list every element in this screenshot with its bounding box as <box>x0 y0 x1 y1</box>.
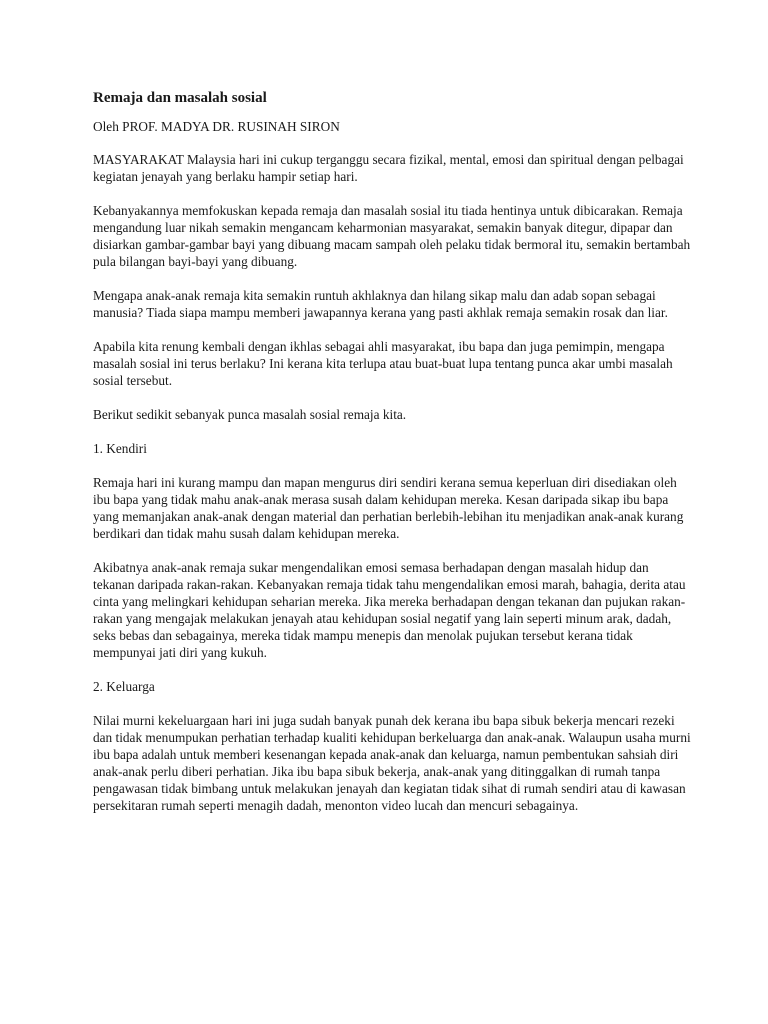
paragraph: Berikut sedikit sebanyak punca masalah sosial remaja kita. <box>93 407 407 422</box>
document-author: Oleh PROF. MADYA DR. RUSINAH SIRON <box>93 119 340 134</box>
paragraph: Akibatnya anak-anak remaja sukar mengendalikan emosi semasa berhadapan dengan masalah hidup dan tekanan daripada rakan-rakan. Kebanyakan remaja tidak tahu mengendalikan emosi marah, bahagia, derita atau cinta yang melingkari kehidupan seharian mereka. Jika mereka berhadapan dengan tekanan dan pujukan rakan-rakan yang mengajak melakukan jenayah atau kehidupan sosial negatif yang lain seperti minum arak, dadah, seks bebas dan sebagainya, mereka tidak mampu menepis dan menolak pujukan tersebut kerana tidak mempunyai jati diri yang kukuh. <box>93 560 686 660</box>
section-heading: 2. Keluarga <box>93 679 155 694</box>
document-page <box>93 88 693 831</box>
paragraph: Nilai murni kekeluargaan hari ini juga sudah banyak punah dek kerana ibu bapa sibuk bekerja mencari rezeki dan tidak menumpukan perhatian terhadap kualiti kehidupan berkeluarga dan anak-anak. Walaupun usaha murni ibu bapa adalah untuk memberi kesenangan kepada anak-anak dan keluarga, namun pembentukan sahsiah diri anak-anak perlu diberi perhatian. Jika ibu bapa sibuk bekerja, anak-anak yang ditinggalkan di rumah tanpa pengawasan tidak bimbang untuk melakukan jenayah dan kegiatan tidak sihat di rumah sendiri atau di kawasan persekitaran rumah seperti menagih dadah, menonton video lucah dan mencuri sebagainya. <box>93 713 691 813</box>
document-title: Remaja dan masalah sosial <box>93 90 267 106</box>
paragraph: Remaja hari ini kurang mampu dan mapan mengurus diri sendiri kerana semua keperluan diri disediakan oleh ibu bapa yang tidak mahu anak-anak merasa susah dalam kehidupan mereka. Kesan daripada sikap ibu bapa yang memanjakan anak-anak dengan material dan perhatian berlebih-lebihan itu menjadikan anak-anak kurang berdikari dan tidak mahu susah dalam kehidupan mereka. <box>93 475 684 541</box>
section-heading: 1. Kendiri <box>93 441 147 456</box>
paragraph: Apabila kita renung kembali dengan ikhlas sebagai ahli masyarakat, ibu bapa dan juga pemimpin, mengapa masalah sosial ini terus berlaku? Ini kerana kita terlupa atau buat-buat lupa tentang punca akar umbi masalah sosial tersebut. <box>93 339 673 388</box>
paragraph: MASYARAKAT Malaysia hari ini cukup terganggu secara fizikal, mental, emosi dan spiritual dengan pelbagai kegiatan jenayah yang berlaku hampir setiap hari. <box>93 152 684 184</box>
paragraph: Mengapa anak-anak remaja kita semakin runtuh akhlaknya dan hilang sikap malu dan adab sopan sebagai manusia? Tiada siapa mampu memberi jawapannya kerana yang pasti akhlak remaja semakin rosak dan liar. <box>93 288 668 320</box>
paragraph: Kebanyakannya memfokuskan kepada remaja dan masalah sosial itu tiada hentinya untuk dibicarakan. Remaja mengandung luar nikah semakin mengancam keharmonian masyarakat, semakin banyak ditegur, dipapar dan disiarkan gambar-gambar bayi yang dibuang macam sampah oleh pelaku tidak bermoral itu, semakin bertambah pula bilangan bayi-bayi yang dibuang. <box>93 203 691 269</box>
